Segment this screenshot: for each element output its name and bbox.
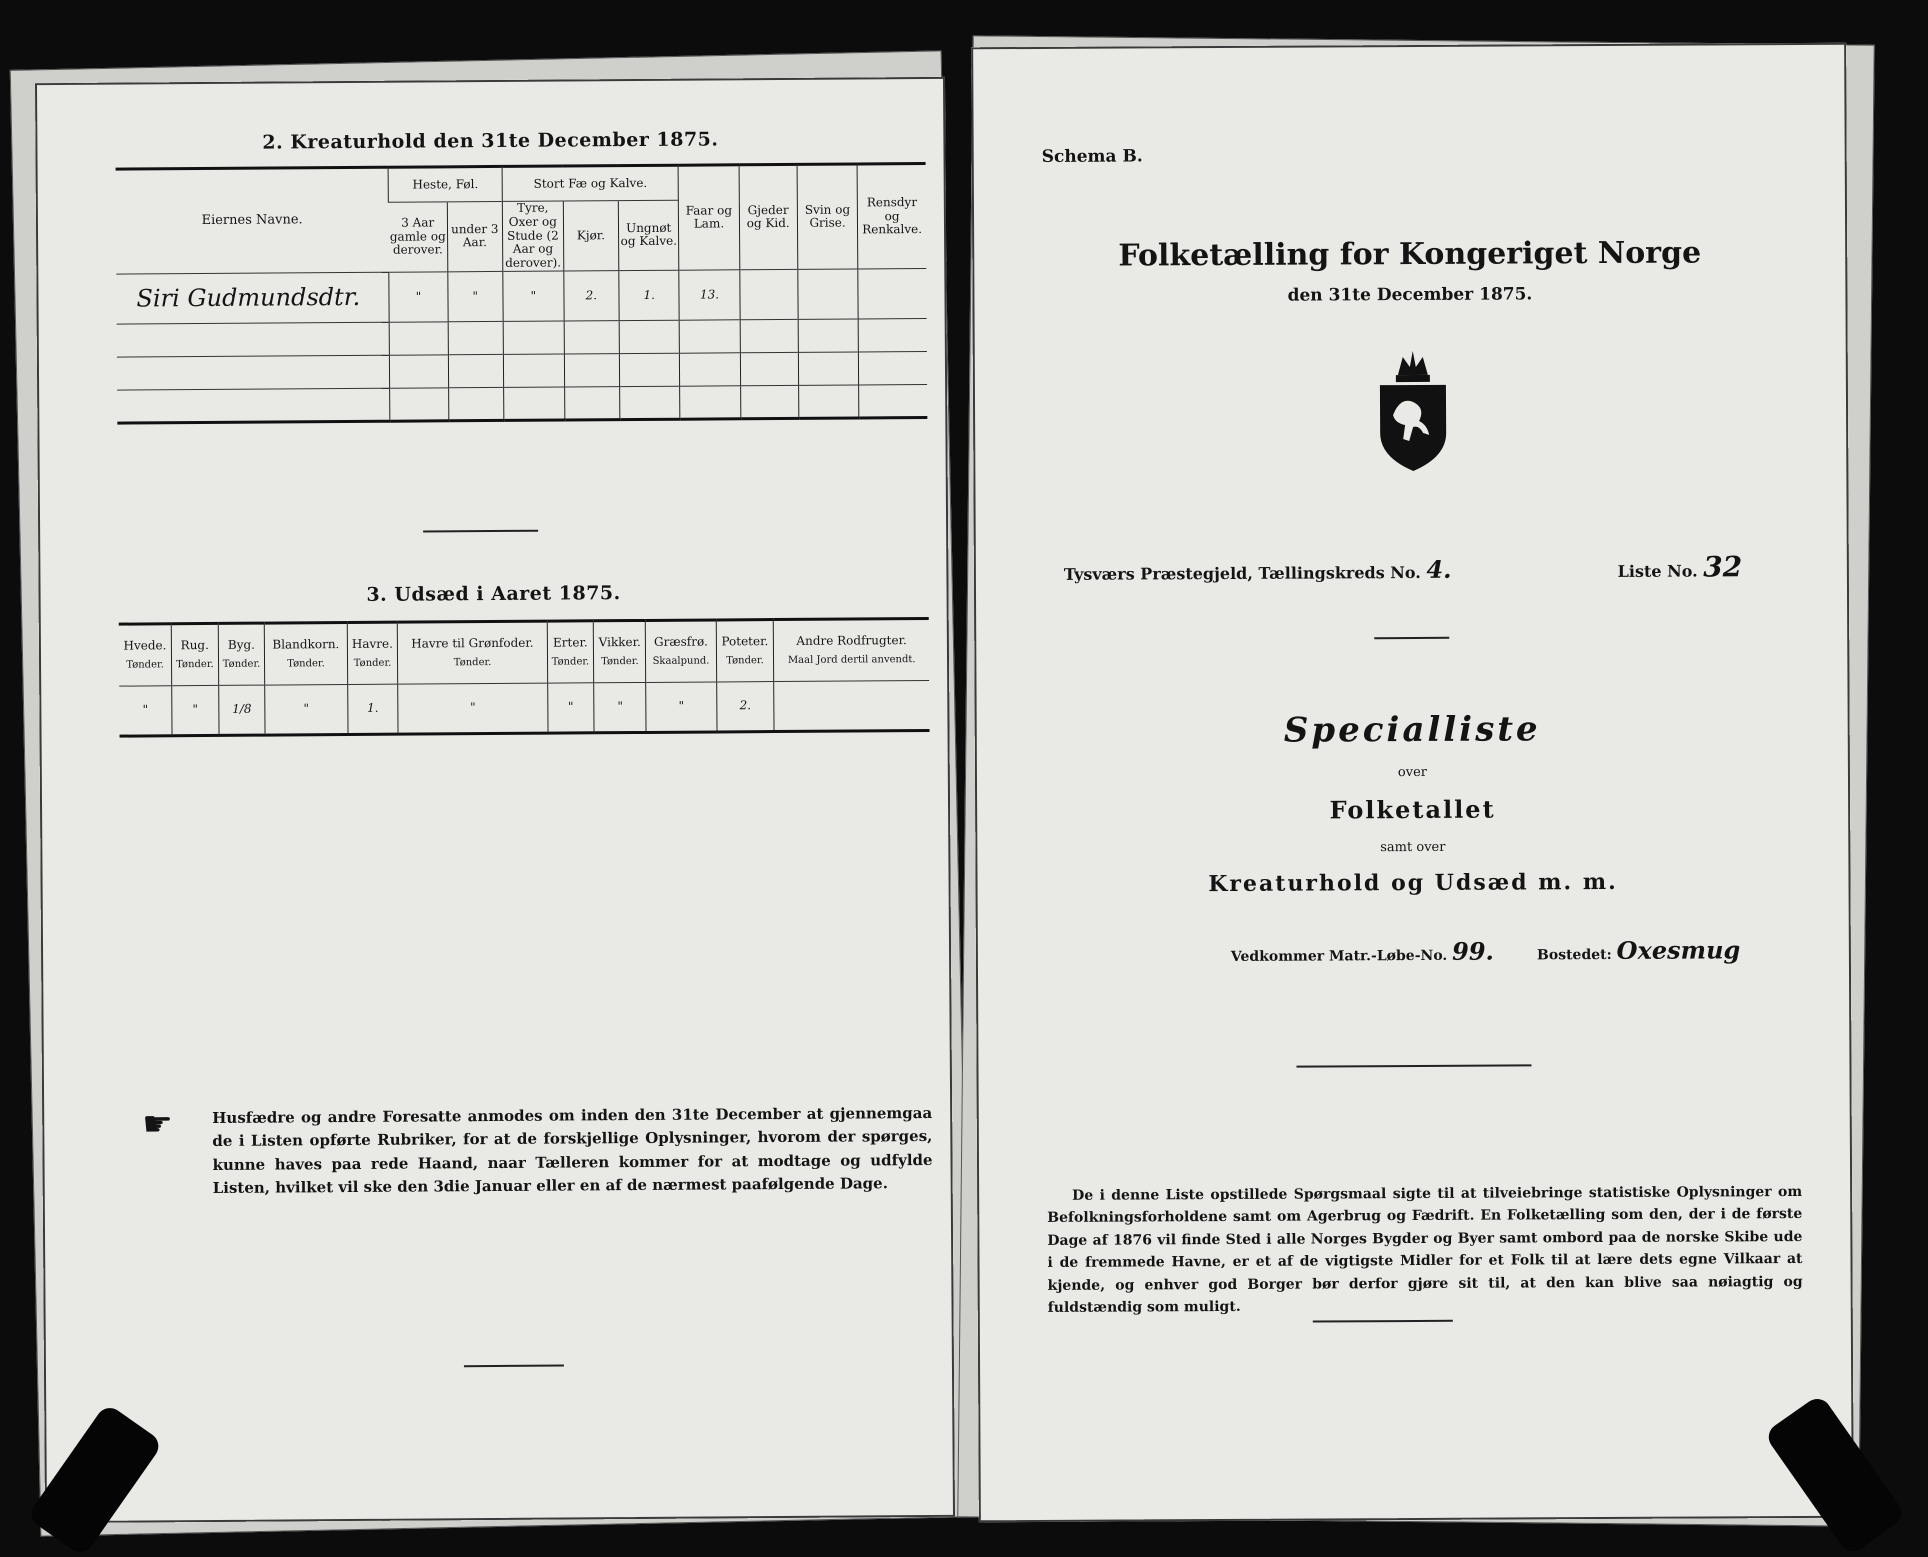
horses-young-value: " [447,271,503,321]
goats-value [739,269,798,319]
seed-col-unit: Tønder. [726,655,764,667]
seed-col-name: Vikker. [598,635,641,650]
seed-col-unit: Tønder. [551,656,590,668]
seed-col-unit: Tønder. [453,657,492,669]
seed-value-5: " [398,683,548,734]
horses-old-value: " [389,272,448,322]
col-owner-name: Eiernes Navne. [116,167,390,274]
seed-col-1 [171,623,218,685]
seed-col-name: Havre til Grønfoder. [411,636,534,651]
folketallet-heading: Folketallet [1329,794,1496,825]
col-horses-old: 3 Aar gamle og derover. [389,202,448,272]
seed-value-3: " [265,685,348,736]
col-pigs: Svin og Grise. [797,164,858,269]
seed-col-name: Havre. [351,637,393,652]
seed-value-7: " [594,682,647,732]
col-horses-group: Heste, Føl. [388,166,502,202]
seed-col-unit: Maal Jord dertil anvendt. [787,654,916,667]
col-sheep: Faar og Lam. [679,165,740,270]
seed-value-0: " [119,686,172,736]
district-label: Tællingskreds No. [1258,562,1421,583]
parish-label: Tysværs Præstegjeld, [1063,563,1253,584]
bulls-value: " [503,271,564,321]
schema-label: Schema B. [1041,146,1143,167]
seed-col-10 [774,618,929,681]
col-young-cattle: Ungnøt og Kalve. [618,200,679,270]
separator-line [423,530,538,533]
seed-value-4: 1. [347,684,398,734]
left-page [35,77,955,1523]
owner-name-value: Siri Gudmundsdtr. [116,272,389,324]
seed-value-1: " [172,685,219,735]
seed-col-2 [218,623,265,685]
footer-text: De i denne Liste opstillede Spørgsmaal sigte til at tilveiebringe statistiske Oplysninger om Befolkningsforholdene samt om Agerbrug og Fædrift. En Folketælling som den, der i de første Dage af 1876 vil finde Sted i alle Norges Bygder og Byer samt ombord paa de norske Skibe ude i de fremmede Havne, er et af de vigtigste Midler for et Folk til at lære dets egne Vilkaar at kjende, og enhver god Borger bør derfor gjøre sit til, at den kan blive saa nøiagtig og fuldstændig som muligt. [1047,1183,1803,1316]
seed-col-unit: Tønder. [222,658,261,671]
seed-value-2: 1/8 [218,685,265,735]
seed-value-6: " [547,683,594,733]
seed-col-4 [347,622,398,684]
right-page [971,43,1854,1523]
young-cattle-value: 1. [619,270,680,320]
district-value: 4. [1426,554,1452,584]
seed-col-unit: Tønder. [353,657,392,670]
section3-title: 3. Udsæd i Aaret 1875. [366,582,621,606]
list-value: 32 [1703,550,1743,584]
seed-col-9 [716,620,774,682]
bottom-separator [464,1365,564,1368]
seed-col-name: Erter. [552,635,588,650]
seed-col-name: Byg. [227,638,256,653]
footer-separator [1313,1320,1453,1323]
col-cows: Kjør. [563,201,619,271]
seed-col-unit: Tønder. [126,659,164,671]
col-cattle-group: Stort Fæ og Kalve. [502,165,679,201]
col-bulls: Tyre, Oxer og Stude (2 Aar og derover). [502,201,563,271]
cows-value: 2. [564,271,619,321]
over-1: over [1397,764,1428,781]
seed-table [119,617,930,738]
col-goats: Gjeder og Kid. [739,164,798,269]
kreaturhold-heading: Kreaturhold og Udsæd m. m. [1208,868,1618,898]
district-line [1064,550,1824,587]
seed-value-9: 2. [716,682,774,732]
matr-value: 99. [1452,936,1494,966]
seed-col-name: Græsfrø. [653,634,708,650]
right-separator [1374,637,1449,639]
seed-col-6 [547,621,594,683]
section2-title: 2. Kreaturhold den 31te December 1875. [262,128,719,154]
seed-col-name: Rug. [180,638,209,653]
list-label: Liste No. [1617,561,1698,581]
main-date: den 31te December 1875. [1287,284,1533,306]
pointing-hand-icon: ☛ [142,1104,173,1145]
seed-col-3 [265,623,348,686]
matr-label: Vedkommer Matr.-Løbe-No. [1230,947,1448,965]
seed-value-10 [774,680,929,731]
seed-col-name: Blandkorn. [272,637,340,652]
col-horses-young: under 3 Aar. [447,201,503,271]
livestock-table [116,162,928,425]
matr-line [1231,935,1831,967]
main-title: Folketælling for Kongeriget Norge [1118,235,1702,274]
seed-col-8 [646,620,716,682]
seed-col-name: Poteter. [721,634,769,649]
coat-of-arms-icon [1358,345,1469,476]
seed-col-unit: Tønder. [176,659,214,671]
bosted-label: Bostedet: [1536,946,1612,964]
samt-over: samt over [1380,839,1446,856]
specialliste-heading: Specialliste [1283,709,1541,751]
reindeer-value [858,268,927,318]
seed-value-8: " [646,682,716,732]
seed-col-unit: Tønder. [601,656,639,668]
seed-col-unit: Tønder. [287,658,325,670]
notice-text: Husfædre og andre Foresatte anmodes om inden den 31te December at gjennemgaa de i Listen opførte Rubriker, for at de forskjellige Oplysninger, hvorom der spørges, kunne haves paa rede Haand, naar Tælleren kommer for at modtage og udfylde Listen, hvilket vil ske den 3die Januar eller en af de nærmest paafølgende Dage. [212,1103,933,1197]
sheep-value: 13. [679,270,739,320]
col-reindeer: Rensdyr og Renkalve. [857,163,926,268]
seed-col-name: Andre Rodfrugter. [796,633,907,649]
seed-col-7 [593,620,646,682]
bosted-value: Oxesmug [1616,935,1741,965]
seed-col-name: Hvede. [123,638,167,653]
seed-col-unit: Skaalpund. [652,655,710,668]
pigs-value [798,269,859,319]
signature-line [1296,1064,1531,1067]
seed-col-0 [119,624,172,686]
seed-col-5 [398,621,548,684]
